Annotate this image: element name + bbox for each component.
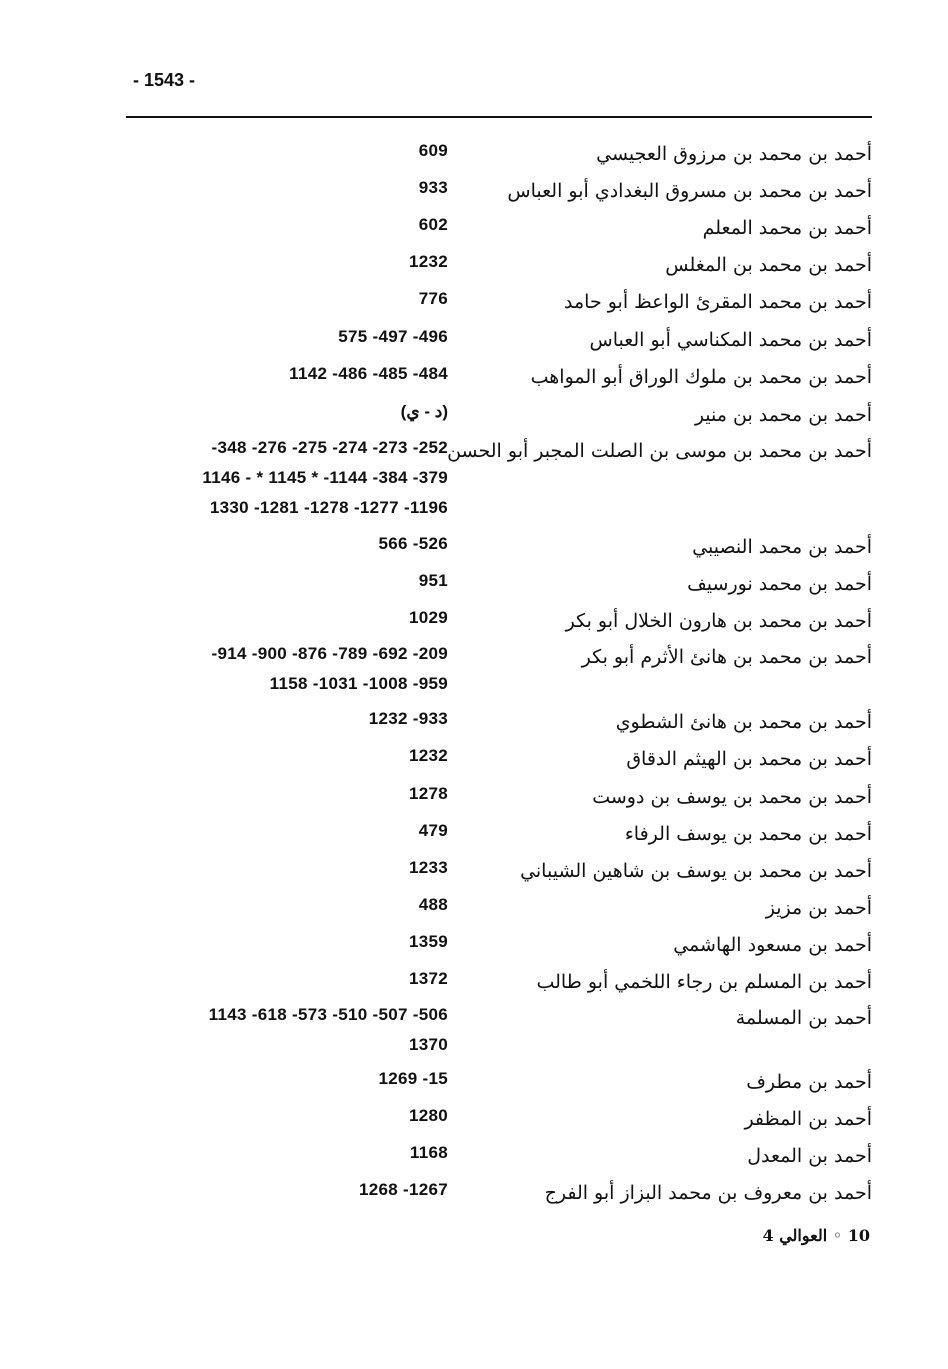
page-ref-line: 1142 -486 -485 -484: [289, 364, 448, 383]
page-ref-line: 602: [418, 215, 448, 234]
entry-page-refs: [419, 210, 448, 240]
entry-name: أحمد بن المظفر: [744, 1108, 872, 1130]
entry-page-refs: [378, 1064, 448, 1094]
page-number: - 1543 -: [133, 70, 196, 90]
page-ref-line: 609: [418, 141, 448, 160]
entry-page-refs: [419, 136, 448, 166]
entry-name: أحمد بن محمد بن مسروق البغدادي أبو العباس: [507, 180, 872, 202]
page-ref-line: 1372: [408, 969, 448, 988]
entry-page-refs: [202, 433, 448, 523]
page-ref-line: 1232 -933: [368, 709, 448, 728]
entry-page-refs: [212, 639, 448, 699]
entry-page-refs: [419, 816, 448, 846]
entry-name: أحمد بن محمد بن هانئ الشطوي: [615, 711, 872, 733]
page-ref-line: 488: [418, 895, 448, 914]
page-ref-line: 1370: [408, 1035, 448, 1054]
entry-page-refs: [409, 853, 448, 883]
entry-page-refs: [359, 1175, 448, 1205]
entry-name: أحمد بن محمد بن يوسف الرفاء: [624, 823, 872, 845]
page-ref-line: 776: [418, 289, 448, 308]
page-ref-line: 933: [418, 178, 448, 197]
entry-name: أحمد بن المسلم بن رجاء اللخمي أبو طالب: [536, 971, 872, 993]
entry-page-refs: [419, 173, 448, 203]
page-ref-line: 951: [418, 571, 448, 590]
page-ref-line: (د - ي): [400, 402, 448, 421]
entry-page-refs: [409, 1101, 448, 1131]
page-ref-line: 1029: [408, 608, 448, 627]
entry-name: أحمد بن محمد بن الهيثم الدقاق: [626, 748, 872, 770]
entry-name: أحمد بن محمد النصيبي: [692, 536, 872, 558]
entry-name: أحمد بن مزيز: [765, 897, 872, 919]
page-ref-line: 1330 -1281 -1278 -1277 -1196: [209, 498, 448, 517]
entry-page-refs: [409, 741, 448, 771]
entry-name: أحمد بن محمد بن ملوك الوراق أبو المواهب: [530, 366, 872, 388]
entry-page-refs: [419, 566, 448, 596]
entry-name: أحمد بن محمد بن يوسف بن شاهين الشيباني: [520, 860, 872, 882]
page-ref-line: 1143 -618 -573 -510 -507 -506: [208, 1005, 448, 1024]
entry-name: أحمد بن محمد بن مرزوق العجيسي: [596, 143, 872, 165]
entry-page-refs: [378, 529, 448, 559]
entry-name: أحمد بن محمد بن منير: [694, 404, 872, 426]
entry-name: أحمد بن محمد المعلم: [702, 217, 872, 239]
page-ref-line: 1232: [408, 746, 448, 765]
page-ref-line: 1280: [408, 1106, 448, 1125]
page-ref-line: -914 -900 -876 -789 -692 -209: [211, 644, 448, 663]
entry-page-refs: [369, 704, 448, 734]
entry-name: أحمد بن مسعود الهاشمي: [673, 934, 872, 956]
page-ref-line: 479: [418, 821, 448, 840]
entry-name: أحمد بن محمد بن يوسف بن دوست: [592, 786, 872, 808]
entry-name: أحمد بن معروف بن محمد البزاز أبو الفرج: [544, 1182, 872, 1204]
entry-page-refs: [209, 1000, 448, 1060]
page-ref-line: 1268 -1267: [358, 1180, 448, 1199]
page-ref-line: 1168: [409, 1143, 448, 1162]
entry-page-refs: [419, 890, 448, 920]
entry-name: أحمد بن محمد بن المغلس: [665, 254, 872, 276]
entry-page-refs: [409, 927, 448, 957]
page-ref-line: 1233: [408, 858, 448, 877]
entry-page-refs: [289, 359, 448, 389]
entry-page-refs: [410, 1138, 448, 1168]
header-rule: [126, 116, 872, 118]
entry-page-refs: [409, 603, 448, 633]
entry-name: أحمد بن مطرف: [746, 1071, 872, 1093]
entry-name: أحمد بن محمد بن موسى بن الصلت المجبر أبو الحسن: [447, 440, 872, 462]
entry-page-refs: [409, 779, 448, 809]
entry-name: أحمد بن محمد المكناسي أبو العباس: [589, 329, 872, 351]
footer-signature: 10 ◦ العوالي 4: [762, 1226, 870, 1245]
page-ref-line: 575 -497 -496: [338, 327, 448, 346]
page-ref-line: 1359: [408, 932, 448, 951]
entry-page-refs: [409, 964, 448, 994]
entry-name: أحمد بن محمد بن هارون الخلال أبو بكر: [565, 610, 872, 632]
page-ref-line: 1158 -1031 -1008 -959: [269, 674, 448, 693]
entry-name: أحمد بن محمد نورسيف: [687, 573, 872, 595]
entry-page-refs: [401, 397, 448, 427]
page-ref-line: -348 -276 -275 -274 -273 -252: [211, 438, 448, 457]
page-ref-line: 1269 -15: [378, 1069, 448, 1088]
page-ref-line: 1278: [408, 784, 448, 803]
entry-page-refs: [338, 322, 448, 352]
page-ref-line: 1146 - * 1145 * -1144 -384 -379: [202, 468, 448, 487]
entry-name: أحمد بن محمد المقرئ الواعظ أبو حامد: [564, 291, 872, 313]
page-ref-line: 1232: [408, 252, 448, 271]
entry-page-refs: [409, 247, 448, 277]
entry-name: أحمد بن المعدل: [747, 1145, 872, 1167]
entry-page-refs: [419, 284, 448, 314]
entry-name: أحمد بن المسلمة: [735, 1007, 872, 1029]
page-ref-line: 566 -526: [378, 534, 448, 553]
entry-name: أحمد بن محمد بن هانئ الأثرم أبو بكر: [581, 646, 872, 668]
